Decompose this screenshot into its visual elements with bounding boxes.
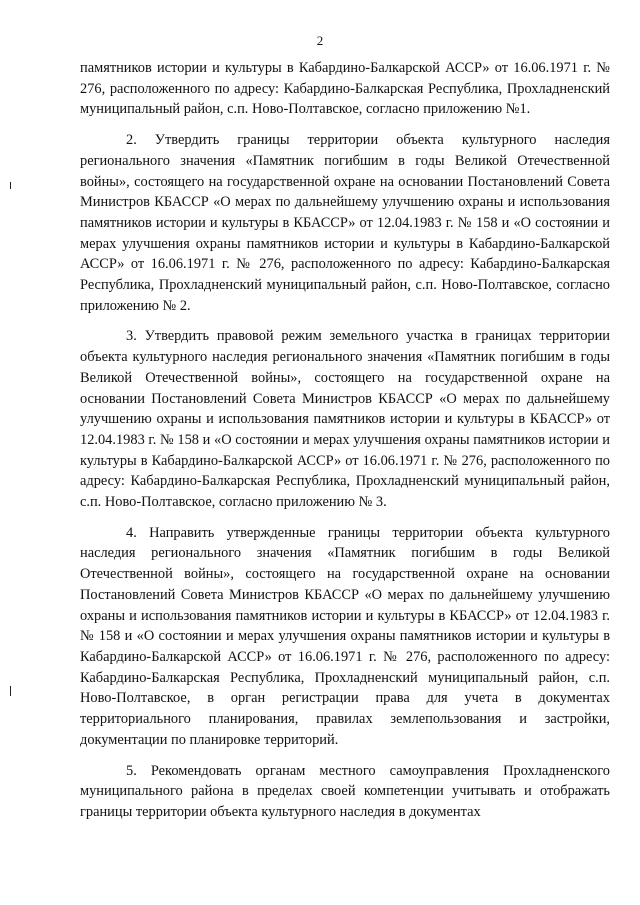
page-number: 2 xyxy=(316,33,324,48)
paragraph-5: 5. Рекомендовать органам местного самоуправления Прохладненского муниципального района в пределах своей компетенции учитывать и отображать границы территории объекта культурного наследия в документах xyxy=(80,762,610,820)
paragraph-2: 2. Утвердить границы территории объекта культурного наследия регионального значения «Памятник погибшим в годы Великой Отечественной войны», состоящего на государственной охране на основании Постановлений Совета Министров КБАССР «О мерах по дальнейшему улучшению охраны и использования памятников истории и культуры в КБАССР» от 12.04.1983 г. № 158 и «О состоянии и мерах улучшения охраны памятников истории и культуры в Кабардино-Балкарской АССР» от 16.06.1971 г. № 276, расположенного по адресу: Кабардино-Балкарская Республика, Прохладненский муниципальный район, с.п. Ново-Полтавское, согласно приложению № 2. xyxy=(80,132,610,314)
scan-margin-mark xyxy=(10,686,11,696)
paragraph-3: 3. Утвердить правовой режим земельного участка в границах территории объекта культурного наследия регионального значения «Памятник погибшим в годы Великой Отечественной войны», состоящего на государственной охране на основании Постановлений Совета Министров КБАССР «О мерах по дальнейшему улучшению охраны и использования памятников истории и культуры в КБАССР» от 12.04.1983 г. № 158 и «О состоянии и мерах улучшения охраны памятников истории и культуры в Кабардино-Балкарской АССР» от 16.06.1971 г. № 276, расположенного по адресу: Кабардино-Балкарская Республика, Прохладненский муниципальный район, с.п. Ново-Полтавское, согласно приложению № 3. xyxy=(80,328,610,511)
scan-margin-mark xyxy=(10,182,11,189)
document-body xyxy=(80,58,610,833)
paragraph-4: 4. Направить утвержденные границы территории объекта культурного наследия регионального значения «Памятник погибшим в годы Великой Отечественной войны», состоящего на государственной охране на основании Постановлений Совета Министров КБАССР «О мерах по дальнейшему улучшению охраны и использования памятников истории и культуры в КБАССР» от 12.04.1983 г. № 158 и «О состоянии и мерах улучшения охраны памятников истории и культуры в Кабардино-Балкарской АССР» от 16.06.1971 г. № 276, расположенного по адресу: Кабардино-Балкарская Республика, Прохладненский муниципальный район, с.п. Ново-Полтавское, в орган регистрации права для учета в документах территориального планирования, правилах землепользования и застройки, документации по планировке территорий. xyxy=(80,524,610,748)
paragraph-1-continuation: памятников истории и культуры в Кабардино-Балкарской АССР» от 16.06.1971 г. № 276, расположенного по адресу: Кабардино-Балкарская Республика, Прохладненский муниципальный район, с.п. Ново-Полтавское, согласно приложению №1. xyxy=(80,60,610,118)
